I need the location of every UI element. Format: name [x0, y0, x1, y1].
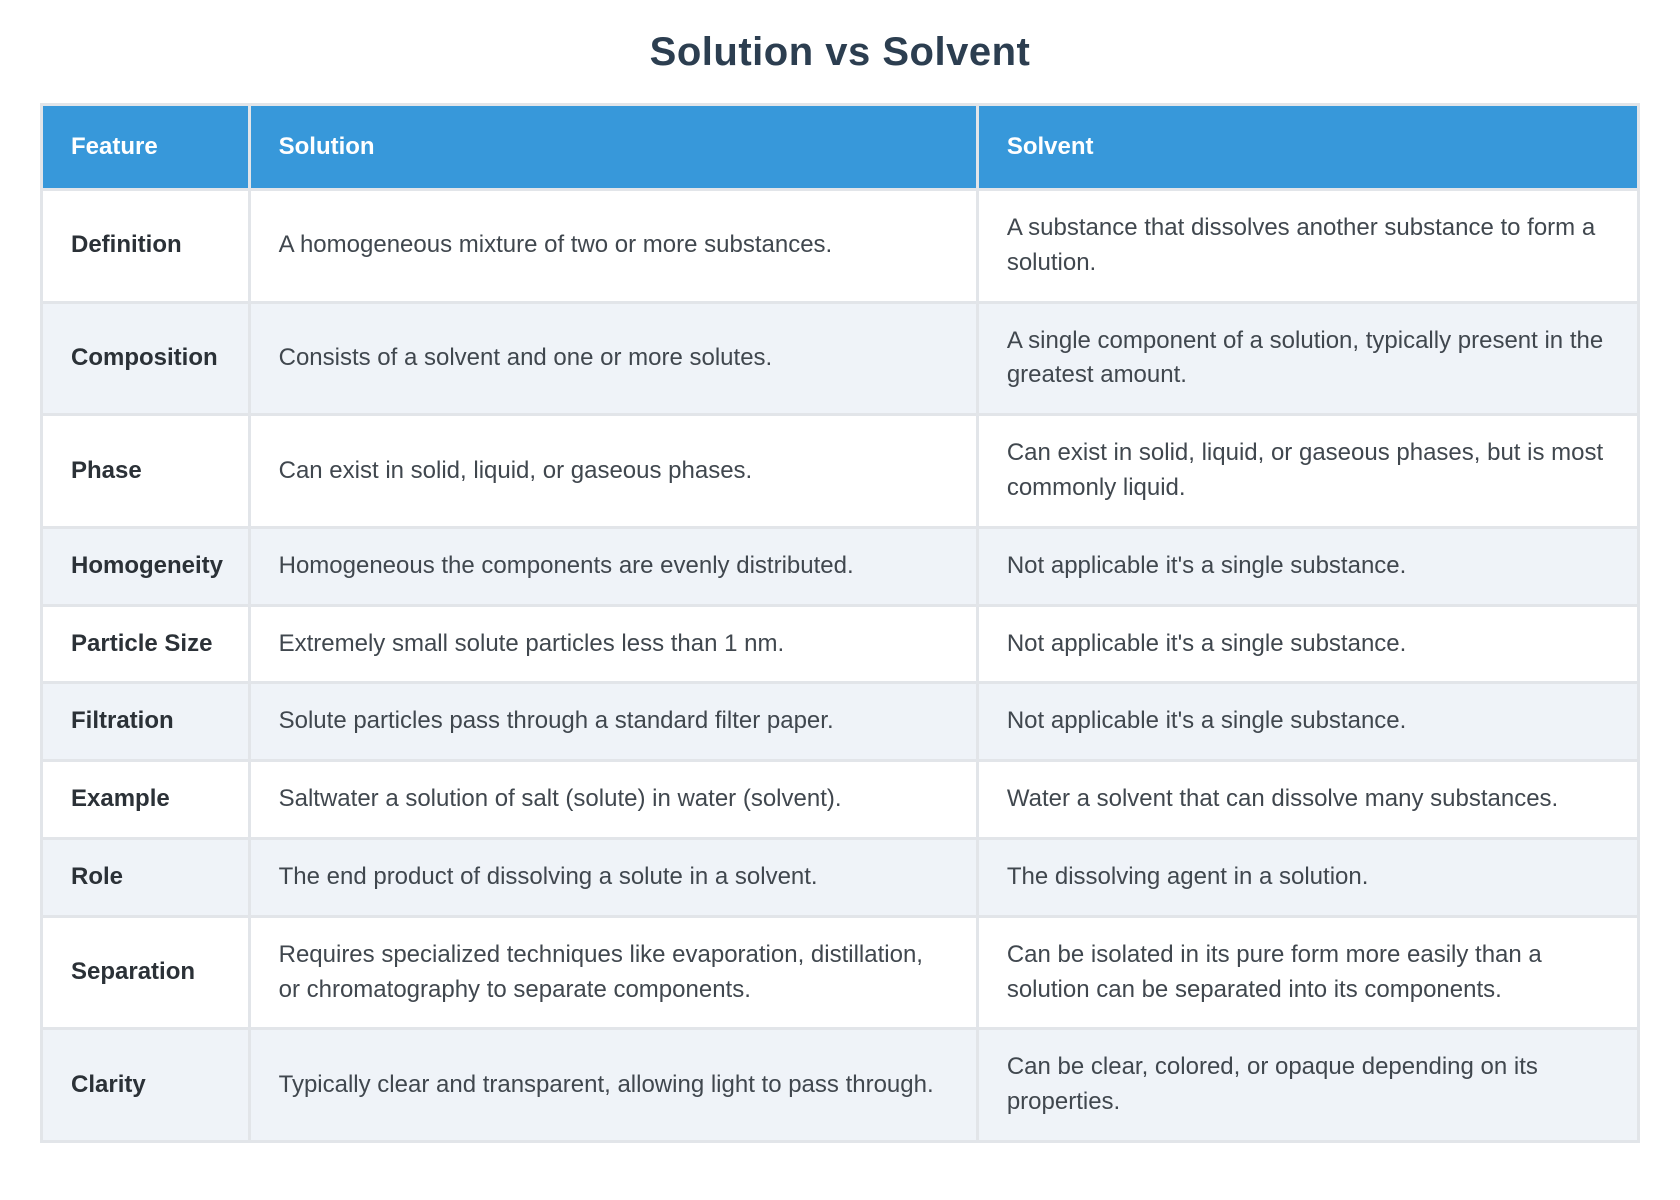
solution-cell: The end product of dissolving a solute in a solvent. [249, 838, 977, 916]
table-row-example [42, 761, 1639, 839]
table-row-phase [42, 415, 1639, 528]
table-row-composition [42, 302, 1639, 415]
column-header-feature: Feature [42, 105, 250, 190]
feature-cell: Clarity [42, 1029, 250, 1142]
feature-cell: Particle Size [42, 605, 250, 683]
table-row-particle-size [42, 605, 1639, 683]
solution-cell: Extremely small solute particles less than 1 nm. [249, 605, 977, 683]
feature-cell: Homogeneity [42, 527, 250, 605]
solvent-cell: Can be isolated in its pure form more easily than a solution can be separated into its components. [977, 916, 1638, 1029]
solution-cell: Requires specialized techniques like evaporation, distillation, or chromatography to separate components. [249, 916, 977, 1029]
solution-cell: Saltwater a solution of salt (solute) in water (solvent). [249, 761, 977, 839]
feature-cell: Role [42, 838, 250, 916]
solvent-cell: A single component of a solution, typically present in the greatest amount. [977, 302, 1638, 415]
solution-cell: Solute particles pass through a standard filter paper. [249, 683, 977, 761]
column-header-solvent: Solvent [977, 105, 1638, 190]
table-row-role [42, 838, 1639, 916]
solvent-cell: Can be clear, colored, or opaque depending on its properties. [977, 1029, 1638, 1142]
solvent-cell: Not applicable it's a single substance. [977, 683, 1638, 761]
solution-cell: Can exist in solid, liquid, or gaseous phases. [249, 415, 977, 528]
solution-cell: A homogeneous mixture of two or more substances. [249, 190, 977, 303]
table-row-separation [42, 916, 1639, 1029]
feature-cell: Composition [42, 302, 250, 415]
feature-cell: Filtration [42, 683, 250, 761]
table-row-filtration [42, 683, 1639, 761]
feature-cell: Separation [42, 916, 250, 1029]
solvent-cell: Not applicable it's a single substance. [977, 527, 1638, 605]
solvent-cell: Water a solvent that can dissolve many substances. [977, 761, 1638, 839]
header-row [42, 105, 1639, 190]
comparison-table [40, 103, 1640, 1143]
feature-cell: Definition [42, 190, 250, 303]
solvent-cell: Can exist in solid, liquid, or gaseous phases, but is most commonly liquid. [977, 415, 1638, 528]
solution-cell: Typically clear and transparent, allowing light to pass through. [249, 1029, 977, 1142]
solvent-cell: The dissolving agent in a solution. [977, 838, 1638, 916]
column-header-solution: Solution [249, 105, 977, 190]
table-row-homogeneity [42, 527, 1639, 605]
solution-cell: Homogeneous the components are evenly distributed. [249, 527, 977, 605]
solution-cell: Consists of a solvent and one or more solutes. [249, 302, 977, 415]
page-title: Solution vs Solvent [649, 30, 1031, 74]
table-row-definition [42, 190, 1639, 303]
table-row-clarity [42, 1029, 1639, 1142]
solvent-cell: A substance that dissolves another substance to form a solution. [977, 190, 1638, 303]
feature-cell: Phase [42, 415, 250, 528]
feature-cell: Example [42, 761, 250, 839]
solvent-cell: Not applicable it's a single substance. [977, 605, 1638, 683]
